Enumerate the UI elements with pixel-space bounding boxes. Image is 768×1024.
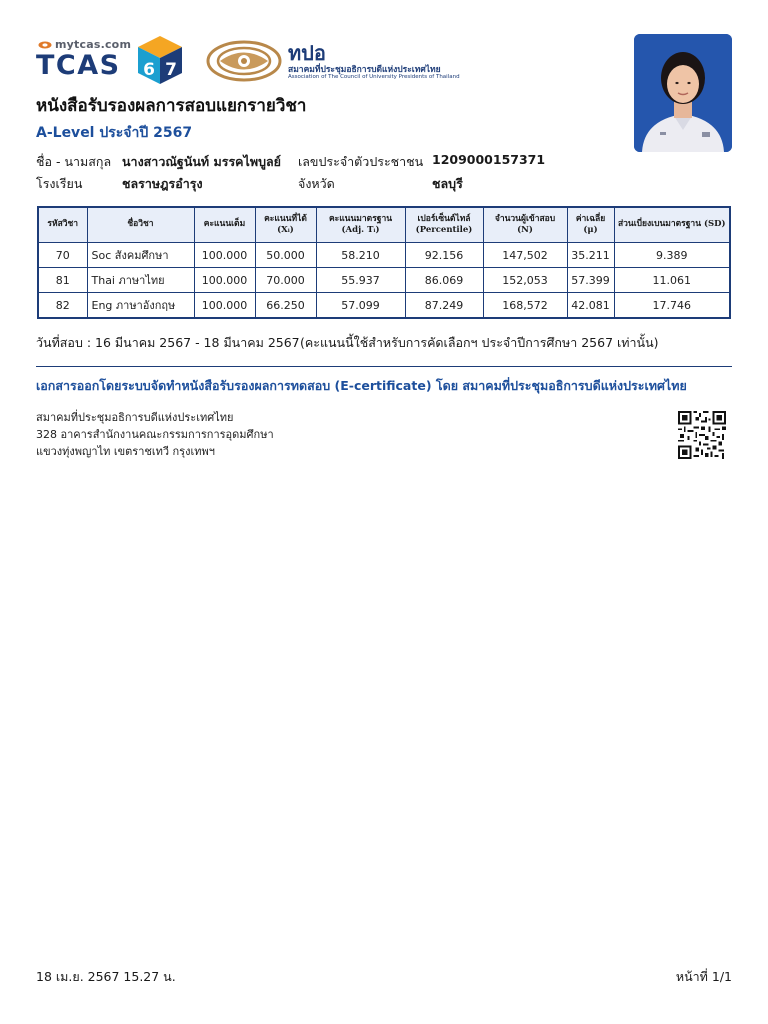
cell-percentile: 92.156: [405, 243, 483, 268]
cell-mean: 57.399: [567, 268, 614, 293]
address-line: 328 อาคารสำนักงานคณะกรรมการการอุดมศึกษา: [36, 428, 274, 441]
table-row: [38, 293, 730, 319]
cell-percentile: 87.249: [405, 293, 483, 319]
cell-subject-name: Eng ภาษาอังกฤษ: [87, 293, 194, 319]
cell-mean: 35.211: [567, 243, 614, 268]
student-name: นางสาวณัฐนันท์ มรรคไพบูลย์: [122, 154, 281, 169]
cell-sd: 11.061: [614, 268, 730, 293]
document-subtitle: A-Level ประจำปี 2567: [36, 125, 193, 141]
school-name: ชลราษฎรอำรุง: [122, 176, 203, 191]
header-sd: ส่วนเบี่ยงเบนมาตรฐาน (SD): [614, 207, 730, 243]
header-subject-name: ชื่อวิชา: [87, 207, 194, 243]
cell-subject-code: 70: [38, 243, 87, 268]
association-name-thai: สมาคมที่ประชุมอธิการบดีแห่งประเทศไทย: [288, 65, 441, 75]
exam-dates: วันที่สอบ : 16 มีนาคม 2567 - 18 มีนาคม 2567: [36, 335, 300, 350]
issued-by-statement: เอกสารออกโดยระบบจัดทำหนังสือรับรองผลการทดสอบ (E-certificate) โดย สมาคมที่ประชุมอธิการบดีแห่งประเทศไทย: [36, 378, 687, 393]
province-name: ชลบุรี: [432, 176, 463, 191]
table-header-row: [38, 207, 730, 243]
school-label: โรงเรียน: [36, 176, 83, 191]
cell-examinees: 168,572: [483, 293, 567, 319]
header-subject-code: รหัสวิชา: [38, 207, 87, 243]
address-line: สมาคมที่ประชุมอธิการบดีแห่งประเทศไทย: [36, 411, 234, 424]
student-photo: [634, 34, 732, 152]
cell-full-score: 100.000: [194, 293, 255, 319]
document-title: หนังสือรับรองผลการสอบแยกรายวิชา: [36, 96, 307, 116]
qr-code-icon: [678, 411, 726, 459]
address-line: แขวงทุ่งพญาไท เขตราชเทวี กรุงเทพฯ: [36, 445, 215, 458]
score-table: [37, 206, 731, 319]
cell-examinees: 152,053: [483, 268, 567, 293]
cell-subject-name: Soc สังคมศึกษา: [87, 243, 194, 268]
header-full-score: คะแนนเต็ม: [194, 207, 255, 243]
cell-raw-score: 50.000: [255, 243, 316, 268]
tcas67-cube-logo: [136, 34, 184, 86]
header-mean: ค่าเฉลี่ย (μ): [567, 207, 614, 243]
cell-examinees: 147,502: [483, 243, 567, 268]
association-name-english: Association of The Council of University Presidents of Thailand: [288, 74, 460, 80]
header-examinees: จำนวนผู้เข้าสอบ (N): [483, 207, 567, 243]
cell-full-score: 100.000: [194, 268, 255, 293]
print-timestamp: 18 เม.ย. 2567 15.27 น.: [36, 969, 176, 984]
cell-standard-score: 55.937: [316, 268, 405, 293]
cell-sd: 9.389: [614, 243, 730, 268]
tcas-logo-text: TCAS: [36, 50, 121, 81]
table-row: [38, 243, 730, 268]
page-number: หน้าที่ 1/1: [675, 969, 732, 984]
cell-subject-name: Thai ภาษาไทย: [87, 268, 194, 293]
cell-subject-code: 81: [38, 268, 87, 293]
cell-mean: 42.081: [567, 293, 614, 319]
header-raw-score: คะแนนที่ได้ (Xᵢ): [255, 207, 316, 243]
national-id-label: เลขประจำตัวประชาชน: [298, 154, 424, 169]
table-row: [38, 268, 730, 293]
association-emblem-icon: [206, 40, 282, 82]
cell-raw-score: 70.000: [255, 268, 316, 293]
mytcas-logo-icon: [38, 41, 52, 49]
cell-subject-code: 82: [38, 293, 87, 319]
association-abbreviation: ทปอ: [288, 41, 326, 65]
section-divider: [36, 366, 732, 367]
cell-standard-score: 57.099: [316, 293, 405, 319]
mytcas-label: mytcas.com: [55, 38, 132, 51]
province-label: จังหวัด: [298, 176, 335, 191]
cell-percentile: 86.069: [405, 268, 483, 293]
header-percentile: เปอร์เซ็นต์ไทล์ (Percentile): [405, 207, 483, 243]
cube-digit-right: 7: [165, 60, 177, 80]
national-id: 1209000157371: [432, 152, 546, 167]
exam-note: (คะแนนนี้ใช้สำหรับการคัดเลือกฯ ประจำปีการศึกษา 2567 เท่านั้น): [300, 335, 659, 350]
cell-sd: 17.746: [614, 293, 730, 319]
name-label: ชื่อ - นามสกุล: [36, 154, 112, 169]
header-standard-score: คะแนนมาตรฐาน (Adj. Tᵢ): [316, 207, 405, 243]
cube-digit-left: 6: [143, 60, 155, 80]
cell-raw-score: 66.250: [255, 293, 316, 319]
cell-standard-score: 58.210: [316, 243, 405, 268]
cell-full-score: 100.000: [194, 243, 255, 268]
